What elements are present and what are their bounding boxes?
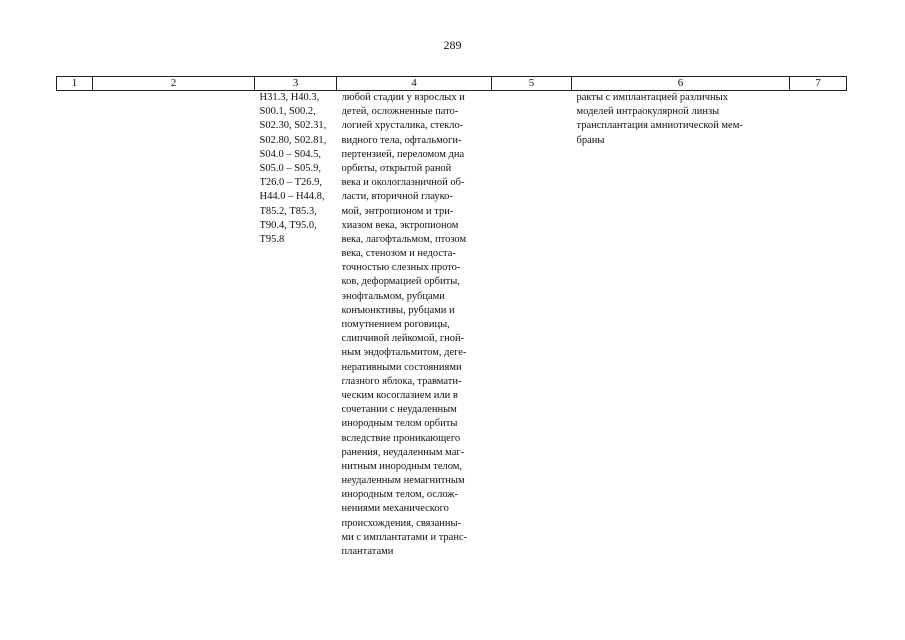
cell-col-2 — [93, 91, 255, 560]
description-line: происхождения, связанны- — [341, 517, 462, 529]
description-line: орбиты, открытой раной — [341, 162, 452, 174]
header-row — [57, 77, 847, 91]
treatment-line: трансплантация амниотической мем- — [576, 120, 743, 132]
code-line: H31.3, H40.3, — [259, 92, 320, 103]
treatment-line: браны — [576, 134, 605, 146]
document-table — [56, 76, 847, 559]
description-line: ласти, вторичной глауко- — [341, 191, 453, 203]
description-line: мой, энтропионом и три- — [341, 205, 454, 217]
code-line: S00.1, S00.2, — [259, 106, 316, 118]
code-line: S02.80, S02.81, — [259, 134, 327, 146]
cell-col-1 — [57, 91, 93, 560]
treatment-line: ракты с имплантацией различных — [576, 92, 728, 103]
description-line: слипчивой лейкомой, гной- — [341, 333, 465, 345]
column-header-6: 6 — [572, 77, 790, 91]
description-line: инородным телом орбиты — [341, 418, 458, 430]
description-line: хиазом века, эктропионом — [341, 219, 459, 231]
cell-col-7 — [790, 91, 847, 560]
description-line: века, лагофтальмом, птозом — [341, 233, 467, 245]
description-line: ранения, неудаленным маг- — [341, 446, 465, 458]
code-line: S02.30, S02.31, — [259, 120, 327, 132]
column-header-2: 2 — [93, 77, 255, 91]
code-line: H44.0 – H44.8, — [259, 191, 325, 203]
cell-codes — [255, 91, 337, 560]
code-line: S05.0 – S05.9, — [259, 162, 322, 174]
code-line: T26.0 – T26.9, — [259, 177, 323, 189]
description-line: ми с имплантатами и транс- — [341, 531, 468, 543]
description-line: энофтальмом, рубцами — [341, 290, 445, 302]
description-line: сочетании с неудаленным — [341, 404, 457, 416]
description-line: глазного яблока, травмати- — [341, 375, 462, 387]
description-line: вследствие проникающего — [341, 432, 461, 444]
description-line: ным эндофтальмитом, деге- — [341, 347, 467, 359]
description-line: видного тела, офтальмоги- — [341, 134, 462, 146]
description-line: конъюнктивы, рубцами и — [341, 304, 455, 316]
treatment-line: моделей интраокулярной линзы — [576, 106, 720, 118]
column-header-3: 3 — [255, 77, 337, 91]
code-line: T90.4, T95.0, — [259, 219, 317, 231]
description-line: инородным телом, ослож- — [341, 489, 459, 501]
table-row — [57, 91, 847, 560]
description-line: точностью слезных прото- — [341, 262, 461, 274]
description-line: неративными состояниями — [341, 361, 462, 373]
cell-treatment — [572, 91, 790, 560]
description-line: нениями механического — [341, 503, 449, 515]
description-line: любой стадии у взрослых и — [341, 92, 465, 103]
description-line: ков, деформацией орбиты, — [341, 276, 460, 288]
description-line: пертензией, переломом дна — [341, 148, 465, 160]
column-header-4: 4 — [337, 77, 492, 91]
description-line: плантатами — [341, 546, 394, 557]
description-line: века, стенозом и недоста- — [341, 248, 456, 260]
description-line: помутнением роговицы, — [341, 319, 450, 330]
cell-col-5 — [492, 91, 572, 560]
page-number: 289 — [443, 38, 462, 52]
column-header-1: 1 — [57, 77, 93, 91]
description-line: ческим косоглазием или в — [341, 389, 458, 401]
description-line: детей, осложненные пато- — [341, 106, 459, 118]
description-line: неудаленным немагнитным — [341, 475, 465, 487]
description-line: логией хрусталика, стекло- — [341, 120, 464, 132]
column-header-7: 7 — [790, 77, 847, 91]
code-line: S04.0 – S04.5, — [259, 148, 322, 160]
column-header-5: 5 — [492, 77, 572, 91]
cell-description — [337, 91, 492, 560]
description-line: века и окологлазничной об- — [341, 177, 465, 189]
description-line: нитным инородным телом, — [341, 460, 463, 472]
code-line: T85.2, T85.3, — [259, 205, 317, 217]
code-line: T95.8 — [259, 233, 285, 245]
